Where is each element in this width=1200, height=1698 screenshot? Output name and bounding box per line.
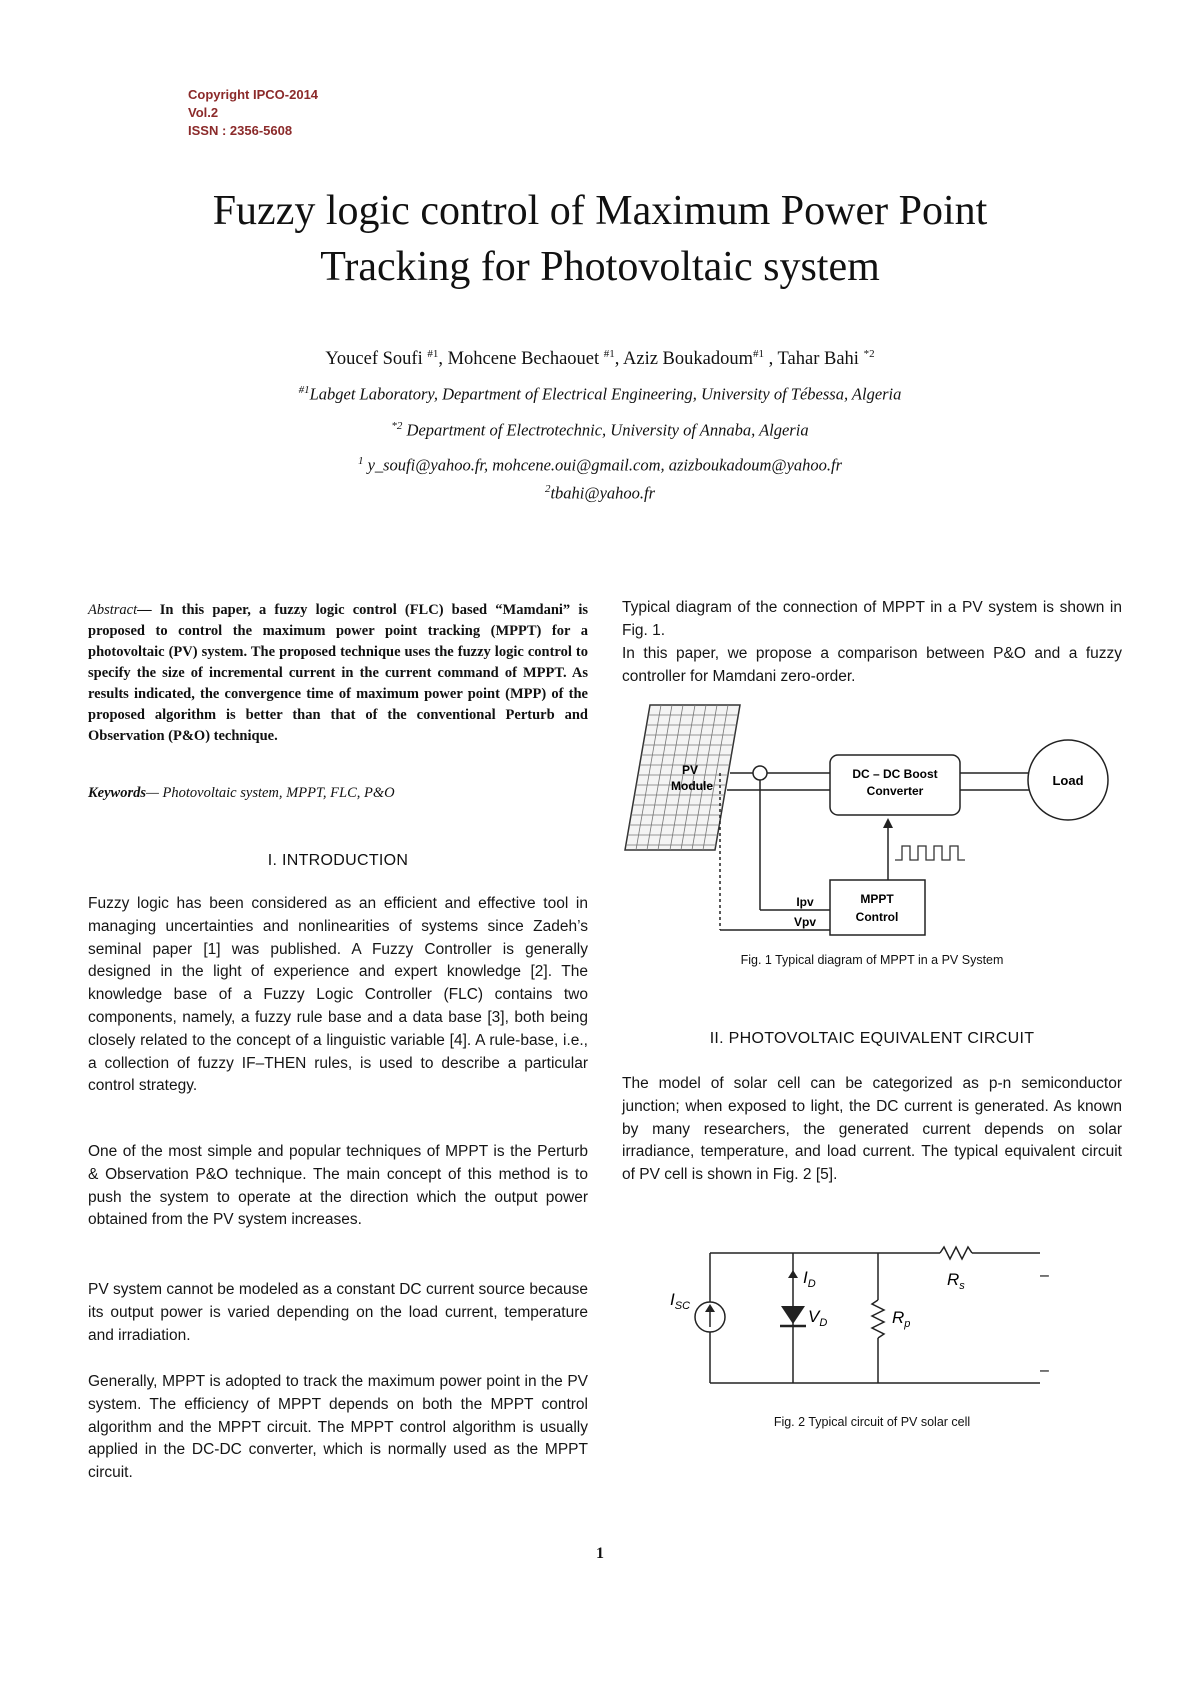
author-mark: #1 — [603, 348, 615, 360]
load-label: Load — [1052, 773, 1084, 788]
abstract-label: Abstract — [88, 602, 138, 618]
email-text[interactable]: tbahi@yahoo.fr — [550, 483, 656, 503]
keywords-text: — Photovoltaic system, MPPT, FLC, P&O — [146, 785, 395, 801]
mppt-label-1: MPPT — [860, 892, 894, 906]
figure-1-diagram — [620, 700, 1120, 940]
ipv-label: Ipv — [796, 895, 814, 909]
pv-label-1: PV — [681, 763, 699, 777]
issn-line: ISSN : 2356-5608 — [188, 123, 293, 138]
keywords — [88, 785, 588, 802]
intro-paragraph-3: PV system cannot be modeled as a constant DC current source because its output power is varied depending on the load current, temperature and irradiation. — [88, 1281, 588, 1344]
paper-title — [100, 183, 1100, 295]
copyright-block — [188, 86, 318, 140]
title-line-1: Fuzzy logic control of Maximum Power Point — [212, 188, 988, 234]
pv-label-2: Module — [671, 779, 713, 793]
figure-2-circuit — [660, 1240, 1070, 1400]
email-mark: 1 — [357, 455, 364, 467]
vd-label: $V_D$ — [808, 1307, 828, 1329]
section-2-heading: II. PHOTOVOLTAIC EQUIVALENT CIRCUIT — [709, 1030, 1035, 1047]
right-paragraph-1: Typical diagram of the connection of MPPT in a PV system is shown in Fig. 1. — [622, 599, 1122, 639]
intro-paragraph-2: One of the most simple and popular techniques of MPPT is the Perturb & Observation P&O technique. The main concept of this method is to push the system to operate at the direction which the output power obtained from the PV system increases. — [88, 1143, 588, 1229]
affiliation-2 — [100, 420, 1100, 441]
rs-label: $R_s$ — [947, 1270, 965, 1292]
rp-label: $R_p$ — [892, 1308, 911, 1330]
terminal-minus-top: – — [1040, 1267, 1049, 1284]
affiliation-1 — [100, 384, 1100, 405]
keywords-label: Keywords — [88, 785, 146, 801]
mppt-control-block — [830, 880, 925, 935]
section-1-heading: I. INTRODUCTION — [267, 852, 409, 869]
arrow-up-icon — [883, 818, 893, 828]
figure-2-caption: Fig. 2 Typical circuit of PV solar cell — [773, 1415, 971, 1429]
volume-line: Vol.2 — [188, 105, 219, 120]
email-line-1 — [100, 455, 1100, 476]
authors-line — [100, 348, 1100, 370]
affiliation-text: Department of Electrotechnic, University of Annaba, Algeria — [402, 420, 809, 440]
pwm-signal-icon — [895, 846, 965, 860]
author-name: , Tahar Bahi — [764, 349, 864, 370]
author-name: , Aziz Boukadoum — [614, 349, 753, 370]
section-2-paragraph: The model of solar cell can be categorized as p-n semiconductor junction; when exposed to light, the DC current is generated. As known by many researchers, the generated current depends on solar irradiance, temperature, and load current. The typical equivalent circuit of PV cell is shown in Fig. 2 [5]. — [622, 1075, 1122, 1184]
figure-1-caption: Fig. 1 Typical diagram of MPPT in a PV System — [740, 953, 1004, 967]
affiliation-mark: *2 — [391, 420, 403, 432]
copyright-line: Copyright IPCO-2014 — [188, 87, 319, 102]
intro-paragraph-1: Fuzzy logic has been considered as an efficient and effective tool in managing uncertainties and nonlinearities of systems since Zadeh’s seminal paper [1] was published. A Fuzzy Controller is generally designed in the light of experience and expert knowledge [2]. The knowledge base of a Fuzzy Logic Controller (FLC) contains two components, namely, a fuzzy rule base and a data base [3], both being closely related to the concept of a linguistic variable [4]. A rule-base, i.e., a collection of fuzzy IF–THEN rules, is used to describe a particular control strategy. — [88, 895, 588, 1095]
mppt-label-2: Control — [855, 910, 899, 924]
page-number: 1 — [596, 1545, 604, 1562]
vpv-label: Vpv — [793, 915, 817, 929]
converter-label-1: DC – DC Boost — [852, 767, 938, 781]
author-name: , Mohcene Bechaouet — [438, 349, 604, 370]
pv-module-panel — [625, 705, 740, 850]
email-text[interactable]: y_soufi@yahoo.fr, mohcene.oui@gmail.com, azizboukadoum@yahoo.fr — [363, 455, 843, 475]
right-paragraph-2: In this paper, we propose a comparison between P&O and a fuzzy controller for Mamdani zero-order. — [622, 645, 1122, 685]
author-name: Youcef Soufi — [325, 349, 428, 370]
title-line-2: Tracking for Photovoltaic system — [320, 244, 880, 290]
diode-icon — [780, 1306, 806, 1326]
abstract-text: — In this paper, a fuzzy logic control (FLC) based “Mamdani” is proposed to control the maximum power point tracking (MPPT) for a photovoltaic (PV) system. The proposed technique uses the fuzzy logic control to specify the size of incremental current in the current command of MPPT. As results indicated, the convergence time of maximum power point (MPP) of the proposed algorithm is better than that of the conventional Perturb and Observation (P&O) technique. — [88, 602, 588, 744]
intro-paragraph-4: Generally, MPPT is adopted to track the maximum power point in the PV system. The efficiency of MPPT depends on both the MPPT control algorithm and the MPPT circuit. The MPPT control algorithm is usually applied in the DC-DC converter, which is normally used as the MPPT circuit. — [88, 1373, 588, 1482]
current-arrow-icon — [788, 1270, 798, 1278]
author-mark: #1 — [753, 348, 764, 360]
terminal-minus-bottom: – — [1040, 1362, 1049, 1379]
current-sensor-icon — [753, 766, 767, 780]
converter-label-2: Converter — [866, 784, 924, 798]
author-mark: *2 — [863, 348, 875, 360]
email-mark: 2 — [544, 483, 551, 495]
circuit-wires — [710, 1247, 1040, 1383]
email-line-2 — [100, 483, 1100, 504]
id-label: $I_D$ — [803, 1268, 816, 1290]
abstract — [88, 600, 588, 747]
isc-label: $I_{SC}$ — [670, 1290, 691, 1312]
affiliation-text: Labget Laboratory, Department of Electrical Engineering, University of Tébessa, Algeria — [309, 384, 902, 404]
author-mark: #1 — [427, 348, 439, 360]
affiliation-mark: #1 — [298, 384, 310, 396]
